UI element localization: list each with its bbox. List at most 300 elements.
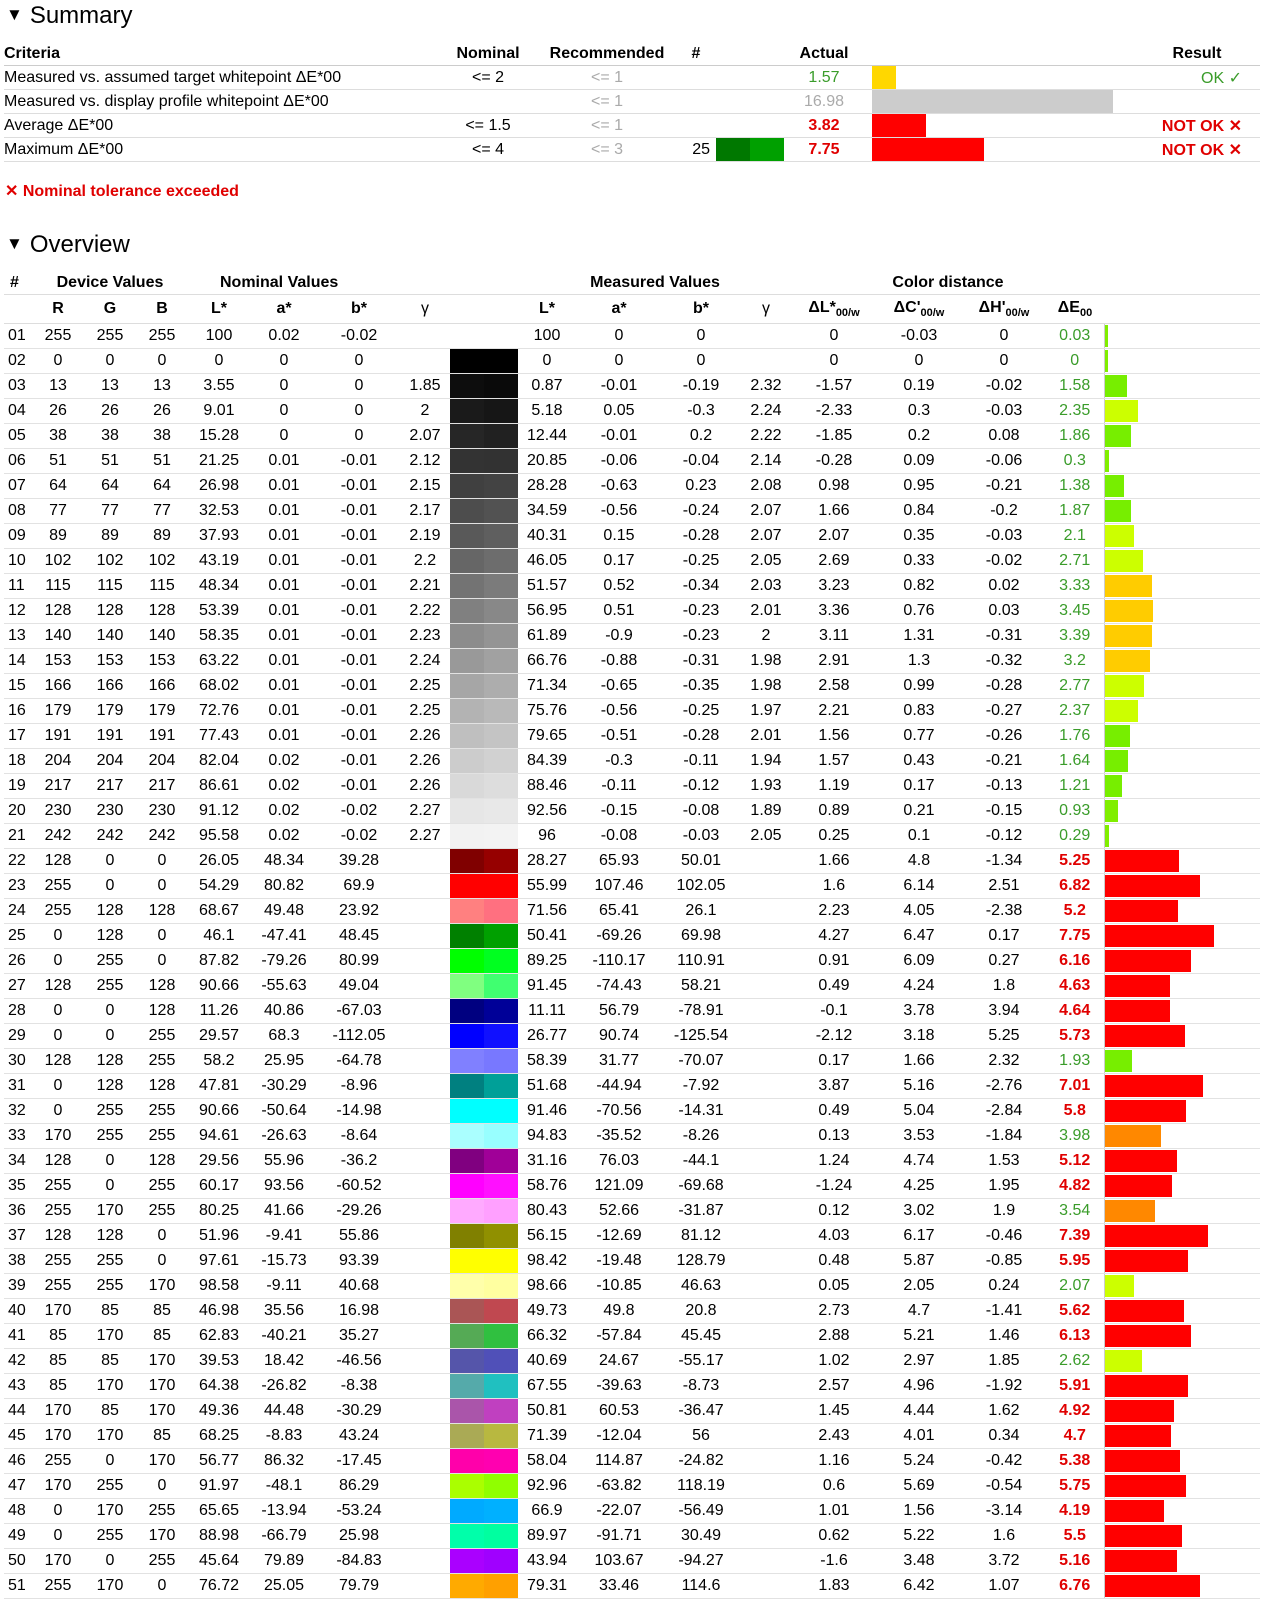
recommended-cell: <= 1 xyxy=(538,66,676,90)
measured-value-cell: -0.03 xyxy=(662,824,740,849)
row-index: 51 xyxy=(4,1574,32,1599)
nominal-value-cell: 2.19 xyxy=(400,524,450,549)
nominal-value-cell: -79.26 xyxy=(250,949,318,974)
nominal-l-header: L* xyxy=(188,295,250,324)
measured-value-cell: 0.83 xyxy=(876,699,962,724)
measured-value-cell: 1.66 xyxy=(792,499,876,524)
measured-value-cell: 0.87 xyxy=(518,374,576,399)
nominal-value-cell: -9.41 xyxy=(250,1224,318,1249)
delta-e-cell: 0.3 xyxy=(1046,449,1104,474)
delta-e-bar-cell xyxy=(1104,949,1260,974)
nominal-value-cell: 230 xyxy=(32,799,84,824)
nominal-value-cell xyxy=(400,899,450,924)
color-swatch xyxy=(450,499,518,524)
measured-value-cell: -44.94 xyxy=(576,1074,662,1099)
nominal-value-cell: 25.95 xyxy=(250,1049,318,1074)
measured-value-cell: 79.65 xyxy=(518,724,576,749)
color-swatch xyxy=(450,1549,518,1574)
color-swatch xyxy=(450,1299,518,1324)
nominal-value-cell: 140 xyxy=(84,624,136,649)
nominal-value-cell: 0 xyxy=(84,349,136,374)
row-index: 07 xyxy=(4,474,32,499)
nominal-value-cell xyxy=(400,1249,450,1274)
nominal-value-cell: 170 xyxy=(84,1324,136,1349)
nominal-value-cell xyxy=(400,1424,450,1449)
criteria-cell: Measured vs. display profile whitepoint ΔE*00 xyxy=(4,90,438,114)
color-swatch xyxy=(450,1524,518,1549)
measured-value-cell: 40.69 xyxy=(518,1349,576,1374)
nominal-value-cell: 13 xyxy=(136,374,188,399)
nominal-value-cell: 0.01 xyxy=(250,574,318,599)
nominal-value-cell: 170 xyxy=(136,1374,188,1399)
nominal-value-cell: 65.65 xyxy=(188,1499,250,1524)
measured-value-cell: 2.21 xyxy=(792,699,876,724)
overview-toggle[interactable] xyxy=(6,231,130,259)
nominal-value-cell: -0.01 xyxy=(318,549,400,574)
nominal-value-cell: 170 xyxy=(32,1399,84,1424)
overview-row xyxy=(4,1374,1260,1399)
nominal-value-cell: -0.02 xyxy=(318,324,400,349)
overview-row xyxy=(4,1274,1260,1299)
measured-value-cell: -10.85 xyxy=(576,1274,662,1299)
delta-e-bar xyxy=(1105,475,1124,497)
overview-row xyxy=(4,1399,1260,1424)
delta-e-bar-cell xyxy=(1104,1274,1260,1299)
measured-value-cell: 1.46 xyxy=(962,1324,1046,1349)
delta-e-cell: 5.5 xyxy=(1046,1524,1104,1549)
measured-value-cell xyxy=(740,1174,792,1199)
measured-value-cell: -0.27 xyxy=(962,699,1046,724)
nominal-value-cell: 128 xyxy=(136,1149,188,1174)
overview-title: Overview xyxy=(29,231,130,258)
measured-value-cell: 0.12 xyxy=(792,1199,876,1224)
nominal-value-cell: 0.01 xyxy=(250,599,318,624)
measured-a-header: a* xyxy=(576,295,662,324)
measured-value-cell: 2.07 xyxy=(792,524,876,549)
row-index: 44 xyxy=(4,1399,32,1424)
delta-e-bar-cell xyxy=(1104,1099,1260,1124)
nominal-value-cell: 102 xyxy=(84,549,136,574)
row-index: 17 xyxy=(4,724,32,749)
overview-row xyxy=(4,374,1260,399)
nominal-value-cell: 68.02 xyxy=(188,674,250,699)
measured-value-cell xyxy=(740,1324,792,1349)
nominal-value-cell: 0.02 xyxy=(250,799,318,824)
delta-e-cell: 1.87 xyxy=(1046,499,1104,524)
measured-value-cell: 0.17 xyxy=(876,774,962,799)
delta-e-cell: 1.93 xyxy=(1046,1049,1104,1074)
nominal-value-cell: 35.56 xyxy=(250,1299,318,1324)
nominal-value-cell: 9.01 xyxy=(188,399,250,424)
nominal-value-cell: 0 xyxy=(136,1574,188,1599)
nominal-value-cell: 86.32 xyxy=(250,1449,318,1474)
nominal-value-cell: 25.98 xyxy=(318,1524,400,1549)
nominal-value-cell: 68.25 xyxy=(188,1424,250,1449)
nominal-value-cell: 242 xyxy=(84,824,136,849)
result-cell: NOT OK ✕ xyxy=(1134,138,1260,162)
nominal-value-cell: -0.01 xyxy=(318,674,400,699)
nominal-value-cell: 40.68 xyxy=(318,1274,400,1299)
delta-l-header: $\Delta L*_{00/w}$ xyxy=(792,295,876,324)
measured-value-cell: 2.22 xyxy=(740,424,792,449)
measured-b-header: b* xyxy=(662,295,740,324)
measured-value-cell: -0.51 xyxy=(576,724,662,749)
delta-e-cell: 2.37 xyxy=(1046,699,1104,724)
nominal-value-cell: 11.26 xyxy=(188,999,250,1024)
delta-e-bar-cell xyxy=(1104,1049,1260,1074)
nominal-value-cell: 170 xyxy=(84,1199,136,1224)
nominal-value-cell: -112.05 xyxy=(318,1024,400,1049)
measured-value-cell: 2.88 xyxy=(792,1324,876,1349)
nominal-value-cell: 64 xyxy=(84,474,136,499)
color-swatch xyxy=(450,1049,518,1074)
nominal-value-cell: 68.3 xyxy=(250,1024,318,1049)
nominal-value-cell: 179 xyxy=(136,699,188,724)
nominal-value-cell: 44.48 xyxy=(250,1399,318,1424)
delta-e-bar-cell xyxy=(1104,849,1260,874)
nominal-value-cell: 0 xyxy=(136,949,188,974)
summary-row xyxy=(4,138,1260,162)
delta-e-bar xyxy=(1105,400,1138,422)
nominal-value-cell: 85 xyxy=(136,1324,188,1349)
measured-value-cell: 4.8 xyxy=(876,849,962,874)
measured-value-cell: 118.19 xyxy=(662,1474,740,1499)
row-index: 50 xyxy=(4,1549,32,1574)
nominal-value-cell: -26.63 xyxy=(250,1124,318,1149)
color-swatch xyxy=(450,574,518,599)
nominal-cell: <= 2 xyxy=(438,66,538,90)
delta-e-cell: 2.1 xyxy=(1046,524,1104,549)
row-index: 45 xyxy=(4,1424,32,1449)
row-index: 46 xyxy=(4,1449,32,1474)
nominal-value-cell: 26 xyxy=(84,399,136,424)
row-index: 27 xyxy=(4,974,32,999)
measured-value-cell: 3.78 xyxy=(876,999,962,1024)
nominal-value-cell: 86.61 xyxy=(188,774,250,799)
nominal-value-cell: -0.01 xyxy=(318,724,400,749)
delta-e-cell: 3.54 xyxy=(1046,1199,1104,1224)
measured-value-cell: 2.57 xyxy=(792,1374,876,1399)
nominal-value-cell: 0 xyxy=(136,924,188,949)
nominal-value-cell: 2.25 xyxy=(400,674,450,699)
delta-e-bar-cell xyxy=(1104,599,1260,624)
nominal-value-cell: 255 xyxy=(32,899,84,924)
delta-e-bar-cell xyxy=(1104,324,1260,349)
measured-value-cell: 1.53 xyxy=(962,1149,1046,1174)
delta-e-cell: 3.39 xyxy=(1046,624,1104,649)
measured-value-cell: -0.06 xyxy=(576,449,662,474)
delta-e-bar xyxy=(1105,1425,1171,1447)
delta-e-bar xyxy=(1105,1150,1177,1172)
measured-value-cell: 3.11 xyxy=(792,624,876,649)
nominal-value-cell: 255 xyxy=(84,1124,136,1149)
measured-value-cell: 2.14 xyxy=(740,449,792,474)
summary-table xyxy=(4,42,1260,162)
nominal-value-cell: 15.28 xyxy=(188,424,250,449)
measured-value-cell: 100 xyxy=(518,324,576,349)
nominal-value-cell: 49.48 xyxy=(250,899,318,924)
color-swatch xyxy=(450,1574,518,1599)
nominal-value-cell: 49.36 xyxy=(188,1399,250,1424)
nominal-value-cell: 255 xyxy=(136,1199,188,1224)
row-index: 08 xyxy=(4,499,32,524)
measured-value-cell: 2.07 xyxy=(740,524,792,549)
measured-value-cell xyxy=(740,1474,792,1499)
measured-value-cell: 20.8 xyxy=(662,1299,740,1324)
color-swatch xyxy=(450,324,518,349)
measured-value-cell: 3.18 xyxy=(876,1024,962,1049)
nominal-value-cell: -13.94 xyxy=(250,1499,318,1524)
measured-value-cell: -24.82 xyxy=(662,1449,740,1474)
nominal-value-cell: 128 xyxy=(84,899,136,924)
measured-value-cell: -35.52 xyxy=(576,1124,662,1149)
measured-value-cell: -0.01 xyxy=(576,424,662,449)
overview-row xyxy=(4,1524,1260,1549)
color-swatch xyxy=(450,1024,518,1049)
measured-value-cell: 0.34 xyxy=(962,1424,1046,1449)
measured-value-cell: -110.17 xyxy=(576,949,662,974)
nominal-value-cell: 217 xyxy=(84,774,136,799)
measured-value-cell xyxy=(740,1249,792,1274)
summary-title: Summary xyxy=(29,2,133,29)
actual-cell: 7.75 xyxy=(784,138,864,162)
nominal-value-cell: 255 xyxy=(32,1174,84,1199)
measured-value-cell: -0.08 xyxy=(662,799,740,824)
delta-e-bar-cell xyxy=(1104,724,1260,749)
nominal-value-cell: 18.42 xyxy=(250,1349,318,1374)
measured-value-cell: 1.24 xyxy=(792,1149,876,1174)
nominal-value-cell: 69.9 xyxy=(318,874,400,899)
overview-row xyxy=(4,1499,1260,1524)
color-swatch xyxy=(450,624,518,649)
overview-row xyxy=(4,1424,1260,1449)
measured-value-cell: -1.34 xyxy=(962,849,1046,874)
delta-e-bar-cell xyxy=(1104,574,1260,599)
overview-row xyxy=(4,649,1260,674)
measured-value-cell: -8.73 xyxy=(662,1374,740,1399)
nominal-value-cell: 204 xyxy=(136,749,188,774)
measured-l-header: L* xyxy=(518,295,576,324)
nominal-value-cell xyxy=(400,874,450,899)
color-swatch xyxy=(450,1199,518,1224)
measured-value-cell: 76.03 xyxy=(576,1149,662,1174)
nominal-value-cell: 0 xyxy=(32,999,84,1024)
nominal-value-cell: 170 xyxy=(136,1349,188,1374)
delta-e-bar-cell xyxy=(1104,1499,1260,1524)
delta-e-bar-cell xyxy=(1104,1474,1260,1499)
measured-value-cell: -0.28 xyxy=(962,674,1046,699)
nominal-value-cell: 85 xyxy=(84,1299,136,1324)
measured-value-cell: 0.13 xyxy=(792,1124,876,1149)
measured-value-cell: 1.16 xyxy=(792,1449,876,1474)
delta-e-bar-cell xyxy=(1104,499,1260,524)
measured-value-cell: 69.98 xyxy=(662,924,740,949)
measured-value-cell: 11.11 xyxy=(518,999,576,1024)
nominal-value-cell: 0 xyxy=(136,1224,188,1249)
measured-value-cell: 0.17 xyxy=(962,924,1046,949)
color-swatch xyxy=(450,1174,518,1199)
delta-e-cell: 1.38 xyxy=(1046,474,1104,499)
delta-e-cell: 5.16 xyxy=(1046,1549,1104,1574)
measured-value-cell: 1.6 xyxy=(792,874,876,899)
overview-row xyxy=(4,949,1260,974)
row-index: 47 xyxy=(4,1474,32,1499)
nominal-value-cell: 179 xyxy=(32,699,84,724)
measured-value-cell: 1.95 xyxy=(962,1174,1046,1199)
measured-value-cell: 2.07 xyxy=(740,499,792,524)
measured-value-cell: -0.31 xyxy=(662,649,740,674)
overview-row xyxy=(4,1224,1260,1249)
nominal-value-cell xyxy=(400,1074,450,1099)
measured-value-cell: 0.1 xyxy=(876,824,962,849)
row-index: 33 xyxy=(4,1124,32,1149)
measured-value-cell: -0.03 xyxy=(962,399,1046,424)
nominal-value-cell: 170 xyxy=(32,1299,84,1324)
measured-value-cell: -0.63 xyxy=(576,474,662,499)
nominal-value-cell: 0 xyxy=(32,924,84,949)
nominal-value-cell: 115 xyxy=(32,574,84,599)
nominal-value-cell: 0.01 xyxy=(250,699,318,724)
nominal-value-cell xyxy=(400,1499,450,1524)
nominal-value-cell: 38 xyxy=(84,424,136,449)
nominal-value-cell: 82.04 xyxy=(188,749,250,774)
measured-value-cell: 0.82 xyxy=(876,574,962,599)
delta-e-bar xyxy=(1105,950,1191,972)
delta-e-cell: 1.76 xyxy=(1046,724,1104,749)
nominal-value-cell xyxy=(400,349,450,374)
delta-e-cell: 0 xyxy=(1046,349,1104,374)
measured-value-cell: 91.46 xyxy=(518,1099,576,1124)
b-header: B xyxy=(136,295,188,324)
nominal-value-cell: -64.78 xyxy=(318,1049,400,1074)
delta-e-bar xyxy=(1105,1575,1200,1597)
row-index: 31 xyxy=(4,1074,32,1099)
measured-value-cell: 71.56 xyxy=(518,899,576,924)
count-cell: 25 xyxy=(676,138,716,162)
measured-value-cell: 1.01 xyxy=(792,1499,876,1524)
color-swatch xyxy=(450,374,518,399)
nominal-value-cell: -0.02 xyxy=(318,824,400,849)
delta-e-bar xyxy=(1105,1250,1188,1272)
nominal-value-cell: 102 xyxy=(136,549,188,574)
overview-row xyxy=(4,749,1260,774)
measured-value-cell: -0.08 xyxy=(576,824,662,849)
overview-row xyxy=(4,1324,1260,1349)
nominal-value-cell: 26.05 xyxy=(188,849,250,874)
delta-e-bar-cell xyxy=(1104,799,1260,824)
nominal-value-cell: 255 xyxy=(84,1099,136,1124)
measured-value-cell xyxy=(740,1299,792,1324)
measured-value-cell: -0.15 xyxy=(576,799,662,824)
criteria-cell: Maximum ΔE*00 xyxy=(4,138,438,162)
nominal-value-cell: 128 xyxy=(84,1049,136,1074)
nominal-value-cell: 93.56 xyxy=(250,1174,318,1199)
swatch-cell xyxy=(716,66,784,90)
delta-e-bar-cell xyxy=(1104,1124,1260,1149)
measured-value-cell: 51.57 xyxy=(518,574,576,599)
row-index: 03 xyxy=(4,374,32,399)
color-swatch xyxy=(450,1224,518,1249)
measured-value-cell: -0.11 xyxy=(662,749,740,774)
measured-value-cell: 2.05 xyxy=(876,1274,962,1299)
nominal-value-cell: 58.35 xyxy=(188,624,250,649)
measured-value-cell: 2.05 xyxy=(740,824,792,849)
nominal-value-cell: 115 xyxy=(136,574,188,599)
nominal-value-cell: 49.04 xyxy=(318,974,400,999)
measured-value-cell: 2.24 xyxy=(740,399,792,424)
result-cell: OK ✓ xyxy=(1134,66,1260,90)
nominal-value-cell: 128 xyxy=(32,849,84,874)
nominal-value-cell: 166 xyxy=(84,674,136,699)
row-index: 35 xyxy=(4,1174,32,1199)
measured-value-cell: 89.97 xyxy=(518,1524,576,1549)
measured-value-cell: 28.27 xyxy=(518,849,576,874)
nominal-value-cell: 0 xyxy=(84,849,136,874)
measured-value-cell: -0.46 xyxy=(962,1224,1046,1249)
delta-e-cell: 5.75 xyxy=(1046,1474,1104,1499)
measured-value-cell: -0.28 xyxy=(662,724,740,749)
delta-e-cell: 5.12 xyxy=(1046,1149,1104,1174)
color-swatch xyxy=(450,724,518,749)
measured-value-cell: 58.76 xyxy=(518,1174,576,1199)
nominal-value-cell: -84.83 xyxy=(318,1549,400,1574)
nominal-value-cell: 128 xyxy=(136,899,188,924)
measured-value-cell: 91.45 xyxy=(518,974,576,999)
delta-e-bar xyxy=(1105,1125,1161,1147)
nominal-value-cell xyxy=(400,1574,450,1599)
nominal-value-cell: 89 xyxy=(136,524,188,549)
overview-row xyxy=(4,799,1260,824)
nominal-value-cell: 13 xyxy=(84,374,136,399)
delta-e-bar xyxy=(1105,900,1178,922)
delta-e-cell: 5.2 xyxy=(1046,899,1104,924)
delta-e-bar-cell xyxy=(1104,699,1260,724)
delta-e-cell: 0.03 xyxy=(1046,324,1104,349)
overview-row xyxy=(4,499,1260,524)
delta-e-bar-cell xyxy=(1104,674,1260,699)
measured-value-cell: 3.23 xyxy=(792,574,876,599)
nominal-value-cell: 77 xyxy=(136,499,188,524)
swatch-header xyxy=(716,42,784,66)
actual-bar xyxy=(872,138,984,161)
row-index: 30 xyxy=(4,1049,32,1074)
nominal-value-cell: 85 xyxy=(32,1374,84,1399)
nominal-value-cell: 0 xyxy=(250,349,318,374)
measured-value-cell: 0.51 xyxy=(576,599,662,624)
nominal-value-cell: 0 xyxy=(188,349,250,374)
nominal-value-cell: 255 xyxy=(136,324,188,349)
actual-bar-cell xyxy=(864,138,1134,162)
nominal-value-cell: 80.99 xyxy=(318,949,400,974)
nominal-value-cell: -0.01 xyxy=(318,574,400,599)
measured-value-cell: 0.52 xyxy=(576,574,662,599)
measured-value-cell: 2 xyxy=(740,624,792,649)
nominal-value-cell: 46.1 xyxy=(188,924,250,949)
nominal-value-cell: 21.25 xyxy=(188,449,250,474)
measured-value-cell: -22.07 xyxy=(576,1499,662,1524)
count-cell xyxy=(676,66,716,90)
measured-value-cell: 0.91 xyxy=(792,949,876,974)
measured-value-cell: -0.13 xyxy=(962,774,1046,799)
measured-value-cell: -0.26 xyxy=(962,724,1046,749)
delta-e-bar xyxy=(1105,1000,1170,1022)
nominal-value-cell: 0 xyxy=(84,1549,136,1574)
measured-value-cell: -44.1 xyxy=(662,1149,740,1174)
delta-e-cell: 4.92 xyxy=(1046,1399,1104,1424)
nominal-value-cell: 1.85 xyxy=(400,374,450,399)
summary-toggle[interactable] xyxy=(6,2,133,30)
delta-e-bar-cell xyxy=(1104,1299,1260,1324)
